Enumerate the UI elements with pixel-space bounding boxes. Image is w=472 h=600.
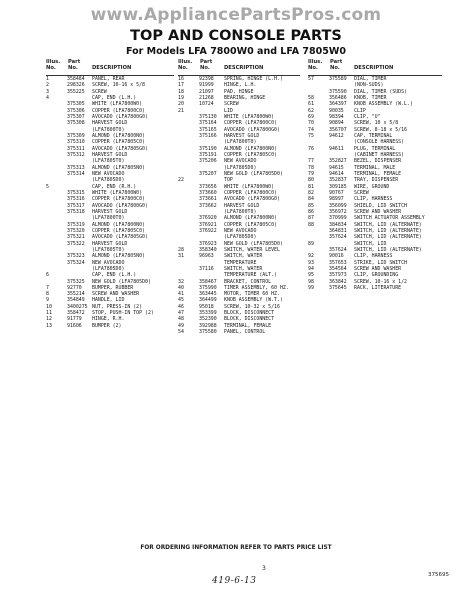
- part-description: SCREW, 10 x 5/8: [354, 120, 399, 127]
- part-description: BEARING, HINGE: [224, 94, 266, 101]
- illus-number: 46: [178, 303, 184, 310]
- handwritten-note: 419-6-13: [212, 576, 257, 586]
- illus-number: 84: [308, 196, 314, 203]
- part-description: (LFA7800T0): [224, 208, 257, 215]
- part-number: 98394: [329, 113, 344, 120]
- header-illus: Illus. No.: [308, 59, 323, 71]
- part-number: 375165: [199, 126, 217, 133]
- ordering-note: FOR ORDERING INFORMATION REFER TO PARTS PRICE LIST: [140, 545, 332, 551]
- part-description: TRAY, DISPENSER: [354, 177, 399, 184]
- illus-number: 1: [46, 76, 49, 82]
- part-description: TERMINAL, MALE: [354, 164, 396, 171]
- part-number: 364499: [199, 297, 217, 304]
- part-description: TIMER ASSEMBLY, 60 HZ.: [224, 284, 289, 291]
- part-description: CAP, END (L.H.): [92, 94, 137, 101]
- part-description: DIAL, TIMER: [354, 76, 387, 82]
- illus-number: 2: [46, 82, 49, 89]
- illus-number: 61: [308, 101, 314, 108]
- illus-number: 78: [308, 164, 314, 171]
- header-part: Part No.: [68, 59, 81, 71]
- part-number: 363445: [199, 291, 217, 298]
- part-description: SWITCH, LID (ALTERNATE): [354, 221, 422, 228]
- part-description: SCREW AND WASHER: [354, 208, 402, 215]
- part-description: HINGE, L.H.: [224, 82, 257, 89]
- part-description: COPPER (LFA7800C0): [224, 120, 277, 127]
- parts-row: [178, 329, 306, 335]
- part-number: 375164: [199, 120, 217, 127]
- part-number: 375316: [67, 196, 85, 203]
- part-description: ALMOND (LFA7800N0): [224, 215, 277, 222]
- part-number: 353399: [199, 310, 217, 317]
- illus-number: 9: [46, 297, 49, 304]
- part-description: NEW AVOCADO: [92, 170, 125, 177]
- part-number: 375322: [67, 240, 85, 247]
- illus-number: 21: [178, 107, 184, 114]
- illus-number: 75: [308, 132, 314, 139]
- part-number: 358340: [199, 246, 217, 253]
- part-number: 356707: [329, 126, 347, 133]
- part-number: 375990: [199, 284, 217, 291]
- part-number: 375166: [199, 132, 217, 139]
- illus-number: 82: [308, 189, 314, 196]
- part-description: NEW AVOCADO: [92, 259, 125, 266]
- part-number: 91999: [199, 82, 214, 89]
- illus-number: 45: [178, 297, 184, 304]
- part-description: (CONSOLE HARNESS): [354, 139, 405, 146]
- part-description: WHITE (LFA7800W0): [92, 189, 143, 196]
- part-description: (LFA7805D0): [224, 164, 257, 171]
- part-number: 375207: [199, 170, 217, 177]
- part-number: 375319: [67, 221, 85, 228]
- part-description: SWITCH, LID (ALTERNATE): [354, 234, 422, 241]
- part-number: 94615: [329, 164, 344, 171]
- part-description: BUMPER (2): [92, 322, 122, 329]
- parts-rows: [46, 76, 176, 329]
- part-description: NUT, PRESS-IN (2): [92, 303, 143, 310]
- part-number: 375313: [67, 164, 85, 171]
- illus-number: 49: [178, 322, 184, 329]
- part-number: 373656: [199, 183, 217, 190]
- illus-number: 99: [308, 284, 314, 291]
- illus-number: 6: [46, 272, 49, 279]
- part-number: 90016: [329, 253, 344, 260]
- illus-number: 95: [308, 272, 314, 279]
- part-description: (LFA7800T0): [92, 126, 125, 133]
- part-number: 354564: [329, 265, 347, 272]
- illus-number: 28: [178, 246, 184, 253]
- part-description: COPPER (LFA7800C0): [92, 196, 145, 203]
- part-number: 384834: [329, 221, 347, 228]
- part-description: PAD, HINGE: [224, 88, 254, 95]
- part-description: SHIELD, LID SWITCH: [354, 202, 407, 209]
- illus-number: 22: [178, 177, 184, 184]
- part-description: (LFA7805D0): [92, 177, 125, 184]
- parts-row: [46, 323, 176, 329]
- illus-number: 41: [178, 291, 184, 298]
- header-illus: Illus. No.: [46, 59, 61, 71]
- illus-number: 40: [178, 284, 184, 291]
- part-description: RACK, LITERATURE: [354, 284, 402, 291]
- illus-number: 77: [308, 158, 314, 165]
- part-description: HARVEST GOLD: [92, 151, 128, 158]
- part-number: 357624: [329, 246, 347, 253]
- header-part: Part No.: [330, 59, 343, 71]
- page-subtitle: For Models LFA 7800W0 and LFA 7805W0: [126, 46, 346, 57]
- illus-number: 5: [46, 183, 49, 190]
- part-description: SCREW, 10-32 x 5/16: [224, 303, 280, 310]
- part-number: 298326: [67, 82, 85, 89]
- column-header: [308, 60, 448, 76]
- part-number: 375190: [199, 145, 217, 152]
- part-description: AVOCADO (LFA7805G0): [92, 145, 148, 152]
- part-number: 364397: [329, 101, 347, 108]
- part-description: CLIP: [354, 107, 366, 114]
- part-number: 309185: [329, 183, 347, 190]
- page-number: 3: [262, 565, 266, 572]
- illus-number: 81: [308, 183, 314, 190]
- part-description: TOP: [224, 177, 233, 184]
- part-number: 357653: [329, 259, 347, 266]
- part-number: 357973: [329, 272, 347, 279]
- part-description: COPPER (LFA7805C0): [224, 151, 277, 158]
- part-number: 375314: [67, 170, 85, 177]
- illus-number: 18: [178, 88, 184, 95]
- illus-number: 86: [308, 208, 314, 215]
- parts-rows: [308, 76, 448, 291]
- illus-number: 11: [46, 310, 52, 317]
- part-description: TERMINAL, FEMALE: [354, 170, 402, 177]
- illus-number: 19: [178, 94, 184, 101]
- header-desc: DESCRIPTION: [224, 65, 264, 71]
- part-description: (LFA7805T0): [92, 246, 125, 253]
- part-number: 375321: [67, 234, 85, 241]
- part-description: WIRE, GROUND: [354, 183, 390, 190]
- part-description: CLIP, GROUNDING: [354, 272, 399, 279]
- part-number: 375325: [67, 278, 85, 285]
- part-number: 92770: [67, 284, 82, 291]
- part-description: BUMPER, RUBBER: [92, 284, 134, 291]
- illus-number: 76: [308, 145, 314, 152]
- illus-number: 13: [46, 322, 52, 329]
- part-number: 21268: [199, 94, 214, 101]
- part-number: 392988: [199, 322, 217, 329]
- illus-number: 69: [308, 113, 314, 120]
- part-number: 95018: [199, 303, 214, 310]
- part-number: 91779: [67, 316, 82, 323]
- header-illus: Illus. No.: [178, 59, 193, 71]
- part-number: 94612: [329, 132, 344, 139]
- part-description: AVOCADO (LFA7800G0): [92, 113, 148, 120]
- page-title: TOP AND CONSOLE PARTS: [130, 28, 342, 44]
- part-description: CLIP, "U": [354, 113, 381, 120]
- part-description: (LFA7805D0): [224, 234, 257, 241]
- part-number: 375323: [67, 253, 85, 260]
- part-number: 375307: [67, 113, 85, 120]
- part-description: BLOCK, DISCONNECT: [224, 310, 275, 317]
- illus-number: 8: [46, 291, 49, 298]
- column-header: [178, 60, 306, 76]
- part-number: 375130: [199, 113, 217, 120]
- part-description: ALMOND (LFA7805N0): [92, 164, 145, 171]
- part-description: AVOCADO (LFA7800G0): [92, 202, 148, 209]
- part-description: COPPER (LFA7800C0): [92, 107, 145, 114]
- header-part: Part No.: [200, 59, 213, 71]
- part-description: (LFA7805D0): [92, 265, 125, 272]
- part-description: TERMINAL, FEMALE: [224, 322, 272, 329]
- part-description: (LFA7800T0): [224, 139, 257, 146]
- part-description: BLOCK, DISCONNECT: [224, 316, 275, 323]
- illus-number: 57: [308, 76, 314, 82]
- part-description: SCREW AND WASHER: [354, 265, 402, 272]
- part-number: 357624: [329, 234, 347, 241]
- part-description: COPPER (LFA7805C0): [92, 227, 145, 234]
- part-number: 376920: [199, 215, 217, 222]
- parts-row: [308, 285, 448, 291]
- illus-number: 93: [308, 259, 314, 266]
- part-number: 376921: [199, 221, 217, 228]
- parts-column-2: [178, 60, 306, 335]
- part-description: NEW GOLD (LFA7805D0): [224, 240, 283, 247]
- part-description: CAP, END (L.H.): [92, 272, 137, 279]
- illus-number: 87: [308, 215, 314, 222]
- part-number: 375324: [67, 259, 85, 266]
- part-number: 94614: [329, 170, 344, 177]
- part-description: AVOCADO (LFA7800G0): [224, 196, 280, 203]
- part-description: MOTOR, TIMER 60 HZ.: [224, 291, 280, 298]
- part-number: 375305: [67, 101, 85, 108]
- part-number: 375308: [67, 120, 85, 127]
- part-description: ALMOND (LFA7800N0): [92, 221, 145, 228]
- part-description: PLUG, TERMINAL: [354, 145, 396, 152]
- part-description: NEW AVOCADO: [224, 227, 257, 234]
- part-description: HARVEST GOLD: [92, 240, 128, 247]
- part-number: 375206: [199, 158, 217, 165]
- part-description: (NON-SUDS): [354, 82, 384, 89]
- part-description: SPRING, HINGE (L.H.): [224, 76, 283, 82]
- part-number: 356486: [329, 94, 347, 101]
- illus-number: 16: [178, 76, 184, 82]
- part-description: HINGE, R.H.: [92, 316, 125, 323]
- illus-number: 20: [178, 101, 184, 108]
- illus-number: 10: [46, 303, 52, 310]
- part-number: 375315: [67, 189, 85, 196]
- part-description: SCREW, 8-18 x 5/16: [354, 126, 407, 133]
- illus-number: 32: [178, 278, 184, 285]
- part-description: CLIP, HARNESS: [354, 196, 393, 203]
- illus-number: 3: [46, 88, 49, 95]
- parts-rows: [178, 76, 306, 335]
- part-description: SWITCH, LID: [354, 240, 387, 247]
- part-number: 375309: [67, 132, 85, 139]
- part-description: (LFA7800T0): [92, 215, 125, 222]
- part-number: 92398: [199, 76, 214, 82]
- part-description: (LFA7805T0): [92, 158, 125, 165]
- illus-number: 47: [178, 310, 184, 317]
- part-number: 376922: [199, 227, 217, 234]
- part-number: 375580: [199, 329, 217, 336]
- part-description: CLIP, HARNESS: [354, 253, 393, 260]
- part-number: 358484: [67, 76, 85, 82]
- part-description: TEMPERATURE: [224, 259, 257, 266]
- illus-number: 88: [308, 221, 314, 228]
- parts-column-1: [46, 60, 176, 329]
- part-number: 98997: [329, 196, 344, 203]
- part-number: 352837: [329, 177, 347, 184]
- part-description: TEMPERATURE (ALT.): [224, 272, 277, 279]
- part-number: 376923: [199, 240, 217, 247]
- part-description: HARVEST GOLD: [92, 120, 128, 127]
- part-number: 21097: [199, 88, 214, 95]
- illus-number: 89: [308, 240, 314, 247]
- part-description: NEW GOLD (LFA7805D0): [92, 278, 151, 285]
- parts-columns: [0, 60, 472, 360]
- part-number: 363842: [329, 278, 347, 285]
- part-description: HARVEST GOLD: [224, 132, 260, 139]
- part-description: (CABINET HARNESS): [354, 151, 405, 158]
- part-description: PANEL, REAR: [92, 76, 125, 82]
- part-number: 356972: [329, 208, 347, 215]
- part-description: KNOB ASSEMBLY (W.L.): [354, 101, 413, 108]
- part-description: COPPER (LFA7805C0): [224, 221, 277, 228]
- part-description: COPPER (LFA7800C0): [224, 189, 277, 196]
- part-description: ALMOND (LFA7805N0): [92, 253, 145, 260]
- part-description: WHITE (LFA7800W0): [224, 183, 275, 190]
- part-description: SWITCH, WATER: [224, 265, 263, 272]
- illus-number: 79: [308, 170, 314, 177]
- part-description: BRACKET, CONTROL: [224, 278, 272, 285]
- part-number: 90894: [329, 120, 344, 127]
- part-description: KNOB, TIMER: [354, 94, 387, 101]
- part-description: WHITE (LFA7800W0): [92, 101, 143, 108]
- illus-number: 4: [46, 94, 49, 101]
- part-number: 352827: [329, 158, 347, 165]
- part-description: HARVEST GOLD: [92, 208, 128, 215]
- part-number: 3400275: [67, 303, 88, 310]
- part-number: 10724: [199, 101, 214, 108]
- part-description: CAP, TERMINAL: [354, 132, 393, 139]
- illus-number: 98: [308, 278, 314, 285]
- part-description: CAP, END (R.H.): [92, 183, 137, 190]
- part-description: SCREW, 10-16 x 5/8: [92, 82, 145, 89]
- illus-number: 92: [308, 253, 314, 260]
- part-number: 352390: [199, 316, 217, 323]
- part-number: 375318: [67, 208, 85, 215]
- site-watermark: www.AppliancePartsPros.com: [90, 5, 382, 25]
- part-description: HANDLE, LID: [92, 297, 125, 304]
- part-number: 358467: [199, 278, 217, 285]
- part-description: PANEL, CONTROL: [224, 329, 266, 336]
- part-number: 37116: [199, 265, 214, 272]
- part-number: 94611: [329, 145, 344, 152]
- part-description: HARVEST GOLD: [224, 202, 260, 209]
- illus-number: 12: [46, 316, 52, 323]
- part-description: COPPER (LFA7805C0): [92, 139, 145, 146]
- part-description: KNOB ASSEMBLY (W.T.): [224, 297, 283, 304]
- illus-number: 48: [178, 316, 184, 323]
- part-number: 373660: [199, 189, 217, 196]
- part-description: SCREW AND WASHER: [92, 291, 140, 298]
- part-description: STOP, PUSH-IN TOP (2): [92, 310, 154, 317]
- part-description: BEZEL, DISPENSER: [354, 158, 402, 165]
- part-number: 364831: [329, 227, 347, 234]
- part-description: SCREW: [92, 88, 107, 95]
- part-number: 356099: [329, 202, 347, 209]
- part-description: NEW AVOCADO: [224, 158, 257, 165]
- illus-number: 31: [178, 253, 184, 260]
- illus-number: 74: [308, 126, 314, 133]
- illus-number: 17: [178, 82, 184, 89]
- part-description: SWITCH, WATER: [224, 253, 263, 260]
- part-number: 375191: [199, 151, 217, 158]
- part-description: SWITCH, LID (ALTERNATE): [354, 227, 422, 234]
- part-number: 375590: [329, 88, 347, 95]
- header-desc: DESCRIPTION: [354, 65, 394, 71]
- part-number: 375589: [329, 76, 347, 82]
- document-number: 375695: [428, 572, 449, 578]
- part-number: 355225: [67, 88, 85, 95]
- part-number: 373662: [199, 202, 217, 209]
- part-description: DIAL, TIMER (SUDS): [354, 88, 407, 95]
- part-description: AVOCADO (LFA7805G0): [92, 234, 148, 241]
- part-number: 91606: [67, 322, 82, 329]
- illus-number: 80: [308, 177, 314, 184]
- column-header: [46, 60, 176, 76]
- part-number: 90767: [329, 189, 344, 196]
- part-number: 96963: [199, 253, 214, 260]
- illus-number: 54: [178, 329, 184, 336]
- parts-column-3: [308, 60, 448, 291]
- part-description: STRIKE, LID SWITCH: [354, 259, 407, 266]
- part-number: 375310: [67, 139, 85, 146]
- illus-number: 70: [308, 120, 314, 127]
- illus-number: 58: [308, 94, 314, 101]
- part-description: SCREW, 10-16 x 1/2: [354, 278, 407, 285]
- part-number: 375306: [67, 107, 85, 114]
- part-number: 375311: [67, 145, 85, 152]
- part-number: 354849: [67, 297, 85, 304]
- part-description: SWITCH, WATER LEVEL: [224, 246, 280, 253]
- header-desc: DESCRIPTION: [92, 65, 132, 71]
- part-number: 358472: [67, 310, 85, 317]
- part-description: LID: [224, 107, 233, 114]
- part-description: ALMOND (LFA7800N0): [92, 132, 145, 139]
- illus-number: 7: [46, 284, 49, 291]
- part-description: SCREW: [354, 189, 369, 196]
- part-number: 370999: [329, 215, 347, 222]
- illus-number: 62: [308, 107, 314, 114]
- part-description: SCREW: [224, 101, 239, 108]
- part-number: 375312: [67, 151, 85, 158]
- part-description: AVOCADO (LFA7800G0): [224, 126, 280, 133]
- part-description: ALMOND (LFA7800N0): [224, 145, 277, 152]
- part-number: 373661: [199, 196, 217, 203]
- part-description: SWITCH ACTUATOR ASSEMBLY: [354, 215, 425, 222]
- part-number: 375645: [329, 284, 347, 291]
- part-number: 375317: [67, 202, 85, 209]
- part-number: 375320: [67, 227, 85, 234]
- part-description: SWITCH, LID (ALTERNATE): [354, 246, 422, 253]
- part-number: 355214: [67, 291, 85, 298]
- illus-number: 85: [308, 202, 314, 209]
- part-description: WHITE (LFA7800W0): [224, 113, 275, 120]
- part-number: 90035: [329, 107, 344, 114]
- illus-number: 94: [308, 265, 314, 272]
- part-description: NEW GOLD (LFA7805D0): [224, 170, 283, 177]
